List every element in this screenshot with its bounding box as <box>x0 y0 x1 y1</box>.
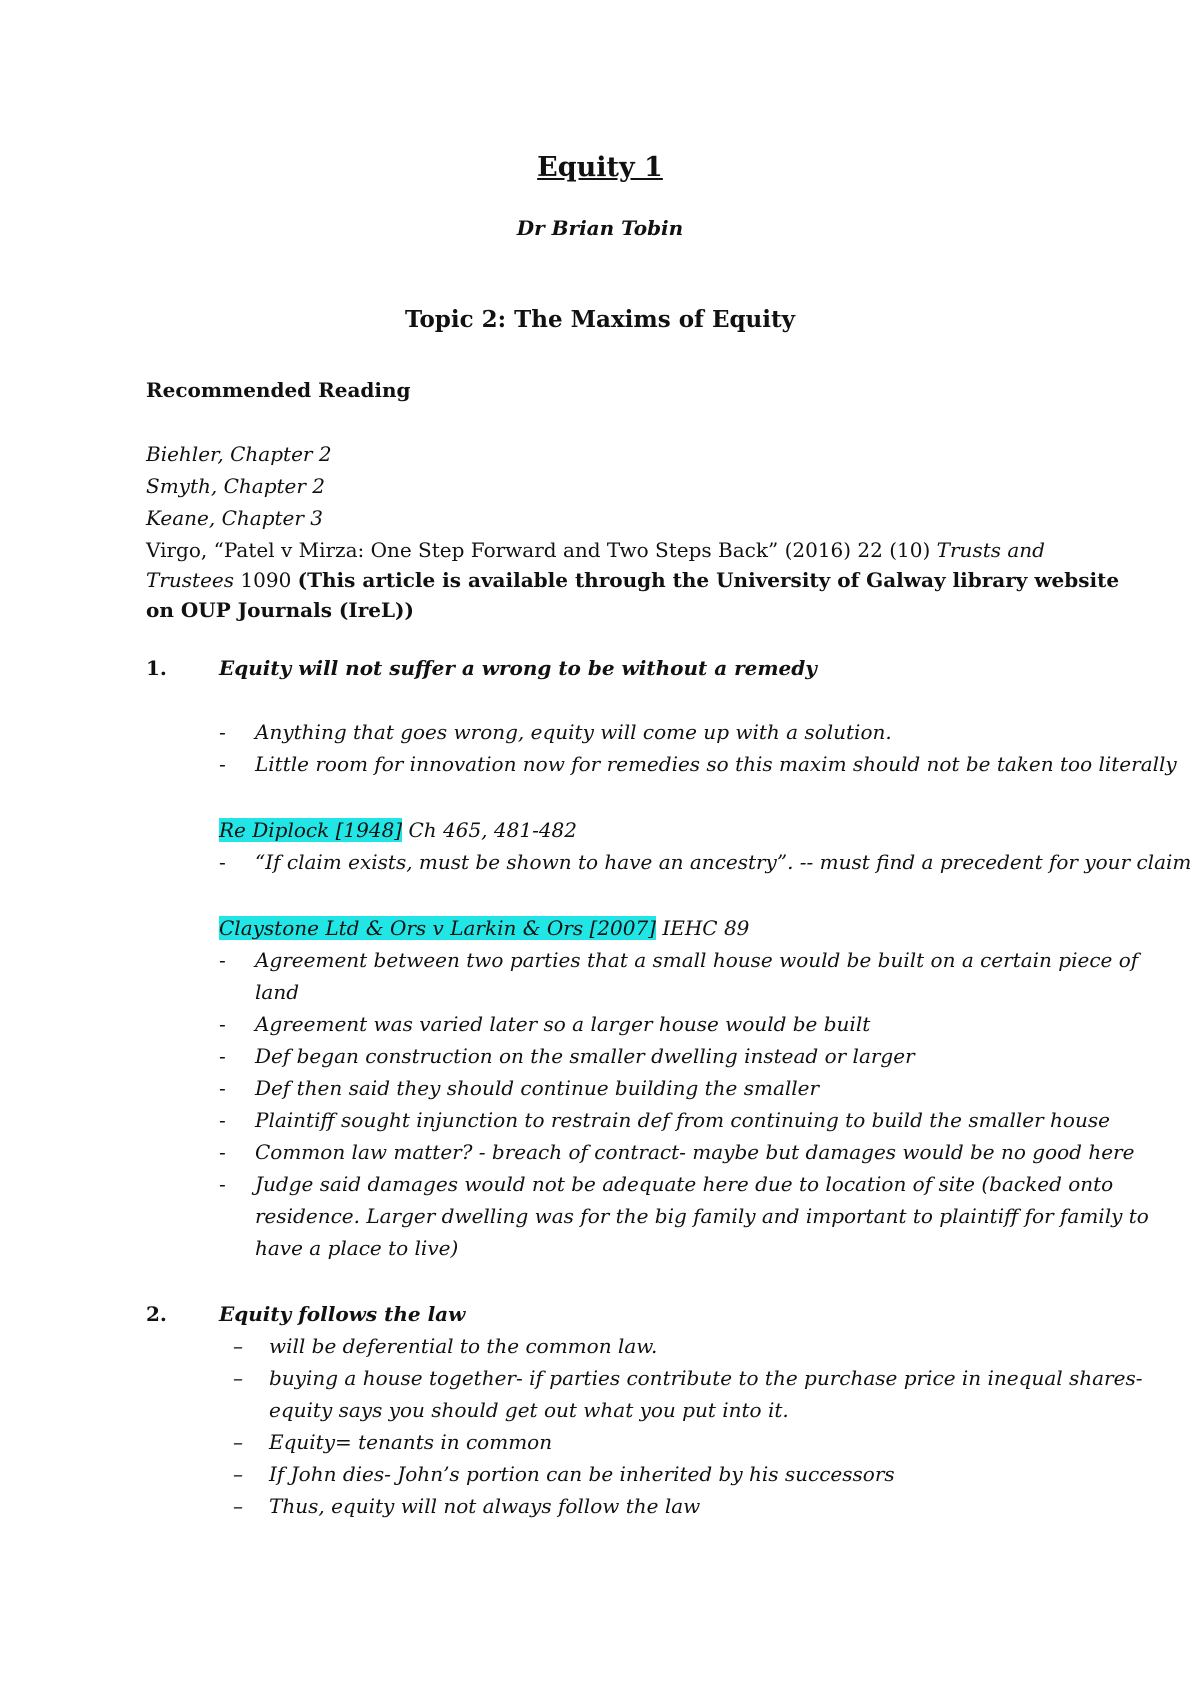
case-citation <box>219 818 577 842</box>
availability-note: (This article is available through the University of Galway library website <box>297 568 1120 592</box>
availability-note-cont: on OUP Journals (IreL)) <box>146 598 414 622</box>
reading-virgo-line1 <box>146 538 1045 562</box>
maxim-title: Equity will not suffer a wrong to be without a remedy <box>219 656 817 680</box>
document-title: Equity 1 <box>537 152 663 183</box>
topic-heading: Topic 2: The Maxims of Equity <box>404 306 796 333</box>
document-page: Equity 1 Dr Brian Tobin Topic 2: The Maxims of Equity Recommended Reading Biehler, Chapter 2 Smyth, Chapter 2 Keane, Chapter 3 Virgo, “Patel v Mirza: One Step Forward and Two Steps Back” (2016) 22 (10) Trusts and Trustees 1090 (This article is available through the University of Galway library website on OUP Journals (IreL)) 1. Equity will not suffer a wrong to be without a remedy - Anything that goes wrong, equity will come up with a solution. - Little room for innovation now for remedies so this maxim should not be taken too literally Re Diplock [1948] Ch 465, 481-482 - “If claim exists, must be shown to have an ancestry”. -- must find a precedent for your claim Claystone Ltd & Ors v Larkin & Ors [2007] IEHC 89 - Agreement between two parties that a small house would be built on a certain piece of land - Agreement was varied later so a larger house would be built - Def began construction on the smaller dwelling instead or larger - Def then said they should continue building the smaller - Plaintiff sought injunction to restrain def from continuing to build the smaller house - Common law matter? - breach of contract- maybe but damages would be no good here - Judge said damages would not be adequate here due to location of site (backed onto residence. Larger dwelling was for the big family and important to plaintiff for family to have a place to live) 2. Equity follows the law – will be deferential to the common law. – buying a house together- if parties contribute to the purchase price in inequal shares- equity says you should get out what you put into it. – Equity= tenants in common – If John dies- John’s portion can be inherited by his successors – Thus, equity will not always follow the law <box>0 0 1200 1698</box>
reading-heading: Recommended Reading <box>146 378 411 402</box>
section-number: 1. <box>146 656 167 680</box>
section-number: 2. <box>146 1302 167 1326</box>
reading-item: Keane, Chapter 3 <box>146 506 324 530</box>
reading-virgo-line2 <box>146 568 1119 592</box>
journal-title-cont: Trustees <box>146 568 235 592</box>
reading-item: Biehler, Chapter 2 <box>146 442 332 466</box>
author-line: Dr Brian Tobin <box>516 216 684 240</box>
journal-page: 1090 <box>234 568 298 592</box>
maxim-title: Equity follows the law <box>219 1302 466 1326</box>
case-name-highlight: Claystone Ltd & Ors v Larkin & Ors [2007] <box>219 916 656 940</box>
reading-item: Smyth, Chapter 2 <box>146 474 326 498</box>
virgo-citation: Virgo, “Patel v Mirza: One Step Forward and Two Steps Back” (2016) 22 (10) <box>146 538 937 562</box>
case-name-highlight: Re Diplock [1948] <box>219 818 403 842</box>
case-reference: Ch 465, 481-482 <box>402 818 578 842</box>
case-reference: IEHC 89 <box>655 916 750 940</box>
journal-title: Trusts and <box>936 538 1045 562</box>
case-citation <box>219 916 749 940</box>
